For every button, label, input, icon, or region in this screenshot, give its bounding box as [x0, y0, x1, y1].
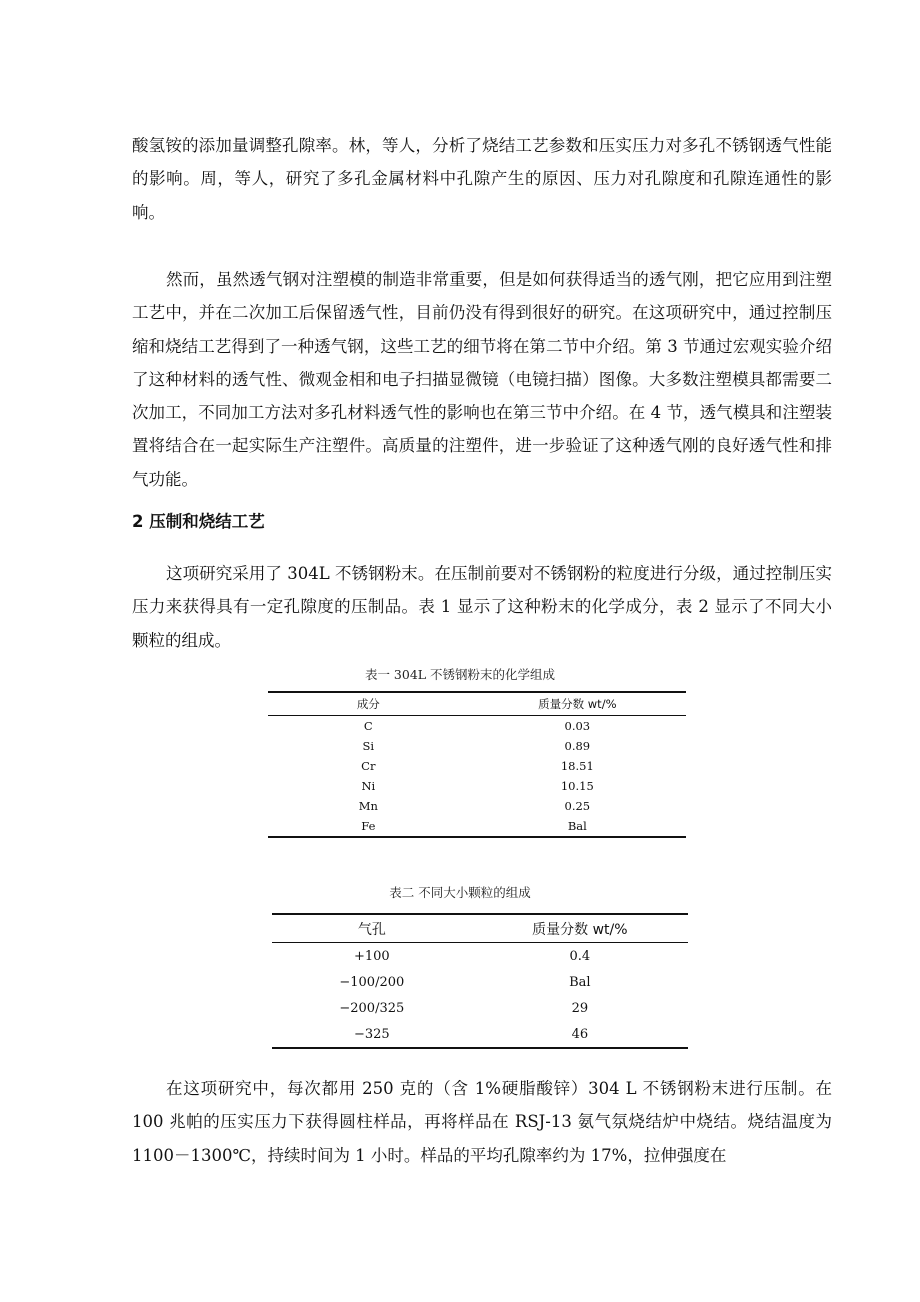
- table-header-cell: 成分: [268, 692, 469, 716]
- table-cell: 0.03: [564, 719, 591, 733]
- table-row: [268, 736, 686, 756]
- paragraph-intro-end: 酸氢铵的添加量调整孔隙率。林，等人，分析了烧结工艺参数和压实压力对多孔不锈钢透气性能的影响。周，等人，研究了多孔金属材料中孔隙产生的原因、压力对孔隙度和孔隙连通性的影响。: [132, 136, 832, 222]
- table-row: [268, 776, 686, 796]
- section-heading: 2 压制和烧结工艺: [132, 512, 265, 531]
- table-cell: 18.51: [560, 759, 594, 773]
- table-header-cell: 质量分数 wt/%: [472, 914, 688, 943]
- table2-caption: 表二 不同大小颗粒的组成: [389, 885, 531, 900]
- table-row: [268, 816, 686, 837]
- table-header-cell: 气孔: [272, 914, 472, 943]
- table-cell: Cr: [361, 759, 376, 773]
- table-header-row: [272, 914, 688, 943]
- table2-particle-size-composition: [272, 913, 688, 1049]
- table-cell: C: [363, 719, 373, 733]
- table1-chemical-composition: [268, 691, 686, 838]
- table-cell: 0.4: [569, 948, 591, 964]
- table-cell: −100/200: [339, 974, 405, 990]
- table-cell: Fe: [268, 816, 469, 837]
- table-cell: Bal: [569, 974, 591, 990]
- table-cell: −325: [272, 1021, 472, 1048]
- table-row: [272, 995, 688, 1021]
- table-header-row: [268, 692, 686, 716]
- table-header-cell: 质量分数 wt/%: [469, 692, 686, 716]
- table-cell: 46: [472, 1021, 688, 1048]
- table-cell: 0.25: [564, 799, 591, 813]
- table-row: [268, 716, 686, 737]
- table-cell: 10.15: [560, 779, 594, 793]
- table-row: [272, 943, 688, 970]
- paragraph-pressing-sintering: 在这项研究中，每次都用 250 克的（含 1%硬脂酸锌）304 L 不锈钢粉末进行压制。在 100 兆帕的压实压力下获得圆柱样品，再将样品在 RSJ-13 氨气氛烧结炉中烧结。烧结温度为 1100－1300℃，持续时间为 1 小时。样品的平均孔隙率约为 17%，拉伸强度在: [132, 1079, 832, 1165]
- table-cell: Ni: [361, 779, 376, 793]
- table-cell: +100: [353, 948, 390, 964]
- table-cell: −200/325: [339, 1000, 405, 1016]
- table-row: [268, 756, 686, 776]
- table-cell: Bal: [469, 816, 686, 837]
- table-row: [268, 796, 686, 816]
- table-cell: 29: [571, 1000, 589, 1016]
- paragraph-materials: 这项研究采用了 304L 不锈钢粉末。在压制前要对不锈钢粉的粒度进行分级，通过控制压实压力来获得具有一定孔隙度的压制品。表 1 显示了这种粉末的化学成分，表 2 显示了不同大小颗粒的组成。: [132, 564, 832, 650]
- table-row: [272, 1021, 688, 1048]
- table-cell: Si: [362, 739, 375, 753]
- table-cell: 0.89: [564, 739, 591, 753]
- paragraph-research-gap: 然而，虽然透气钢对注塑模的制造非常重要，但是如何获得适当的透气刚，把它应用到注塑工艺中，并在二次加工后保留透气性，目前仍没有得到很好的研究。在这项研究中，通过控制压缩和烧结工艺得到了一种透气钢，这些工艺的细节将在第二节中介绍。第 3 节通过宏观实验介绍了这种材料的透气性、微观金相和电子扫描显微镜（电镜扫描）图像。大多数注塑模具都需要二次加工，不同加工方法对多孔材料透气性的影响也在第三节中介绍。在 4 节，透气模具和注塑装置将结合在一起实际生产注塑件。高质量的注塑件，进一步验证了这种透气刚的良好透气性和排气功能。: [132, 270, 832, 489]
- table-row: [272, 969, 688, 995]
- table1-caption: 表一 304L 不锈钢粉末的化学组成: [364, 667, 556, 682]
- table-cell: Mn: [358, 799, 378, 813]
